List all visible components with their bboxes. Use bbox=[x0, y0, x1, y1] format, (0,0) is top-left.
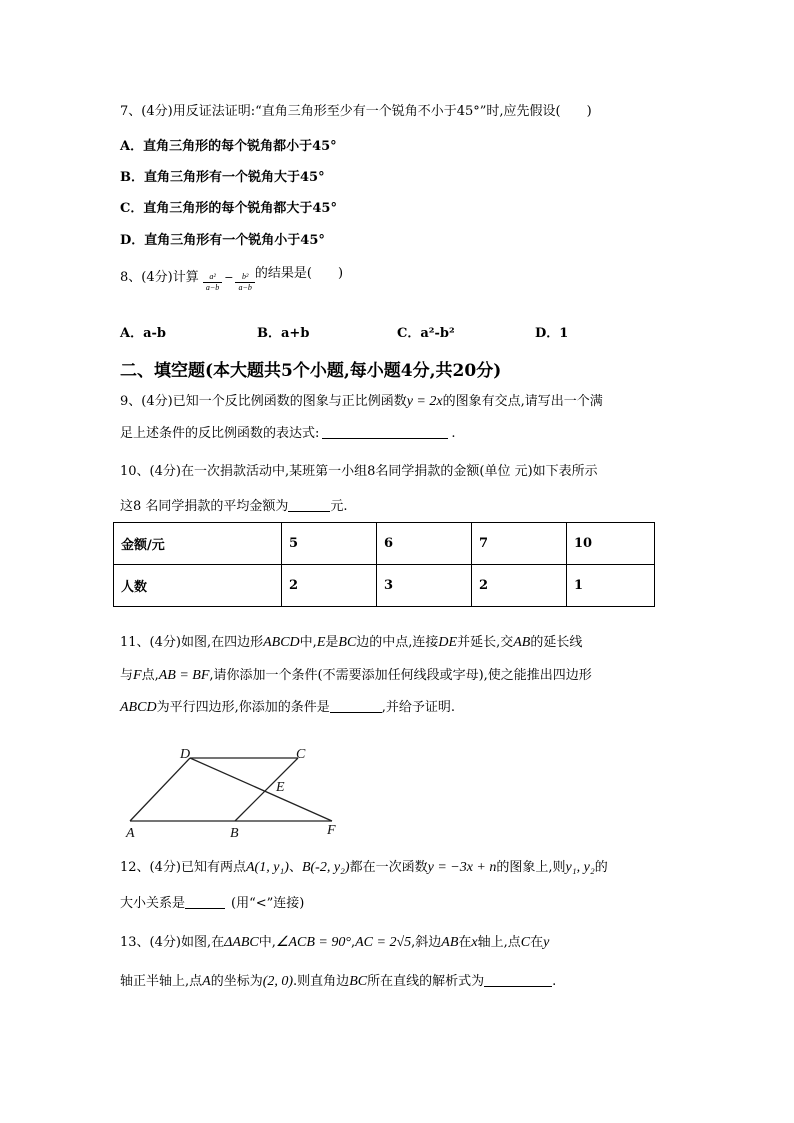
q13-text: 所在直线的解析式为 bbox=[367, 974, 485, 989]
q10-score: (4分) bbox=[149, 464, 181, 479]
q13-math: y bbox=[543, 935, 550, 950]
q7-score: (4分) bbox=[141, 104, 173, 119]
q12-math: B(-2, y₂) bbox=[301, 860, 350, 875]
q11-text: 中, bbox=[299, 635, 317, 650]
option-label: A． bbox=[120, 139, 144, 154]
donation-table bbox=[113, 522, 655, 607]
q11-answer-blank[interactable] bbox=[330, 700, 382, 713]
table-cell: 5 bbox=[282, 523, 377, 565]
q10-text: 元. bbox=[330, 499, 348, 514]
table-cell: 人数 bbox=[114, 565, 282, 607]
q10-line-2 bbox=[120, 498, 348, 516]
segment-df bbox=[190, 758, 332, 821]
q7-option-d bbox=[120, 229, 325, 248]
q13-math: C bbox=[520, 935, 531, 950]
q13-math: (2, 0) bbox=[262, 974, 294, 989]
q11-text: 如图,在四边形 bbox=[180, 635, 264, 650]
option-label: D． bbox=[120, 233, 145, 248]
q11-text: 为平行四边形,你添加的条件是 bbox=[156, 700, 330, 715]
q9-number: 9、 bbox=[120, 394, 142, 409]
table-row bbox=[114, 565, 655, 607]
q13-math: ΔABC bbox=[224, 935, 259, 950]
q11-math: DE bbox=[438, 635, 458, 650]
q7-stem bbox=[120, 103, 592, 121]
q13-math: A bbox=[202, 974, 211, 989]
q13-text: 在 bbox=[458, 935, 472, 950]
figure-label-c: C bbox=[296, 747, 306, 762]
q11-line-2 bbox=[120, 667, 592, 685]
q7-option-a bbox=[120, 135, 337, 154]
figure-label-b: B bbox=[230, 826, 239, 841]
q12-text: 的图象上,则 bbox=[496, 860, 566, 875]
option-label: D． bbox=[535, 326, 560, 341]
q11-math: E bbox=[316, 635, 326, 650]
q8-stem bbox=[120, 262, 343, 293]
q9-line-1 bbox=[120, 393, 603, 411]
q13-number: 13、 bbox=[120, 935, 150, 950]
q12-score: (4分) bbox=[149, 860, 181, 875]
q13-text: 的坐标为 bbox=[210, 974, 263, 989]
q7-number: 7、 bbox=[120, 104, 142, 119]
option-text: 直角三角形有一个锐角大于45° bbox=[144, 170, 325, 185]
q9-formula: y = 2x bbox=[406, 394, 443, 409]
q8-option-c bbox=[397, 322, 455, 341]
q11-figure bbox=[116, 741, 356, 841]
table-cell: 3 bbox=[377, 565, 472, 607]
option-text: 直角三角形的每个锐角都小于45° bbox=[143, 139, 337, 154]
q9-text: 的图象有交点,请写出一个满 bbox=[442, 394, 603, 409]
option-label: C． bbox=[397, 326, 421, 341]
q11-math: ABCD bbox=[120, 700, 157, 715]
q10-text: 在一次捐款活动中,某班第一小组8名同学捐款的金额(单位 元)如下表所示 bbox=[180, 464, 598, 479]
q13-score: (4分) bbox=[149, 935, 181, 950]
figure-label-d: D bbox=[180, 747, 191, 762]
q13-text: 中, bbox=[258, 935, 276, 950]
q13-text: , bbox=[350, 935, 356, 950]
table-cell: 6 bbox=[377, 523, 472, 565]
q12-math: A(1, y₁) bbox=[245, 860, 289, 875]
q11-text: 与 bbox=[120, 668, 134, 683]
q12-line-1 bbox=[120, 859, 608, 877]
q10-text: 这8 名同学捐款的平均金额为 bbox=[120, 499, 289, 514]
q11-text: 并延长,交 bbox=[457, 635, 514, 650]
q11-line-3 bbox=[120, 699, 455, 717]
fraction-numerator: a² bbox=[203, 272, 222, 283]
q8-number: 8、 bbox=[120, 270, 142, 285]
q12-text: 的 bbox=[594, 860, 608, 875]
option-text: a+b bbox=[281, 326, 310, 341]
q8-stem-after: 的结果是( ) bbox=[254, 266, 344, 281]
q8-option-b bbox=[257, 322, 309, 341]
segment-da bbox=[130, 758, 190, 821]
q7-option-c bbox=[120, 197, 337, 216]
option-label: A． bbox=[120, 326, 144, 341]
q13-answer-blank[interactable] bbox=[484, 974, 552, 987]
q13-text: ,斜边 bbox=[411, 935, 442, 950]
q12-text: 都在一次函数 bbox=[349, 860, 428, 875]
fraction-denominator: a−b bbox=[238, 283, 252, 292]
q11-number: 11、 bbox=[120, 635, 150, 650]
q13-text: 轴正半轴上,点 bbox=[120, 974, 203, 989]
q9-text: 已知一个反比例函数的图象与正比例函数 bbox=[172, 394, 407, 409]
q11-score: (4分) bbox=[149, 635, 181, 650]
q11-math: AB = BF bbox=[158, 668, 210, 683]
q8-score: (4分) bbox=[141, 270, 173, 285]
q7-stem-text: 用反证法证明:“直角三角形至少有一个锐角不小于45°”时,应先假设( ) bbox=[172, 104, 592, 119]
q9-text: 足上述条件的反比例函数的表达式: bbox=[120, 426, 320, 441]
figure-label-e: E bbox=[276, 780, 285, 795]
q12-answer-blank[interactable] bbox=[185, 896, 225, 909]
option-label: B． bbox=[257, 326, 281, 341]
option-label: B． bbox=[120, 170, 144, 185]
q10-answer-blank[interactable] bbox=[288, 499, 330, 512]
q13-text: 在 bbox=[530, 935, 544, 950]
table-cell: 金额/元 bbox=[114, 523, 282, 565]
q12-text: (用“<”连接) bbox=[231, 896, 305, 911]
q13-text: 如图,在 bbox=[180, 935, 225, 950]
q8-minus: − bbox=[224, 271, 234, 284]
q11-text: ,并给予证明. bbox=[381, 700, 455, 715]
q9-score: (4分) bbox=[141, 394, 173, 409]
q11-math: F bbox=[133, 668, 142, 683]
q11-math: BC bbox=[338, 635, 357, 650]
figure-lines bbox=[130, 758, 332, 821]
q12-line-2 bbox=[120, 895, 304, 913]
table-cell: 2 bbox=[472, 565, 567, 607]
q9-line-2 bbox=[120, 425, 456, 443]
q11-text: 点, bbox=[141, 668, 159, 683]
q12-number: 12、 bbox=[120, 860, 150, 875]
q11-math: ABCD bbox=[263, 635, 300, 650]
q13-line-1 bbox=[120, 934, 549, 952]
figure-label-a: A bbox=[126, 826, 135, 841]
q9-end: . bbox=[451, 426, 456, 441]
q13-math: AB bbox=[441, 935, 459, 950]
q7-option-b bbox=[120, 166, 325, 185]
q11-text: 的延长线 bbox=[530, 635, 583, 650]
section-2-heading: 二、填空题(本大题共5个小题,每小题4分,共20分) bbox=[120, 361, 502, 381]
table-cell: 10 bbox=[567, 523, 655, 565]
fraction-numerator: b² bbox=[235, 272, 254, 283]
option-label: C． bbox=[120, 201, 144, 216]
q11-text: 是 bbox=[325, 635, 339, 650]
q13-text: .则直角边 bbox=[293, 974, 350, 989]
q8-stem-before: 计算 bbox=[172, 270, 199, 285]
q11-text: 边的中点,连接 bbox=[356, 635, 439, 650]
figure-label-f: F bbox=[327, 823, 336, 838]
option-text: 直角三角形的每个锐角都大于45° bbox=[143, 201, 337, 216]
option-text: a-b bbox=[143, 326, 167, 341]
q10-number: 10、 bbox=[120, 464, 150, 479]
q11-math: AB bbox=[513, 635, 531, 650]
table-cell: 2 bbox=[282, 565, 377, 607]
q12-text: 大小关系是 bbox=[120, 896, 186, 911]
q10-line-1 bbox=[120, 463, 598, 481]
q12-math: y = −3x + n bbox=[427, 860, 497, 875]
q13-line-2 bbox=[120, 973, 556, 991]
option-text: 直角三角形有一个锐角小于45° bbox=[144, 233, 325, 248]
table-cell: 1 bbox=[567, 565, 655, 607]
q11-line-1 bbox=[120, 634, 582, 652]
q12-text: 、 bbox=[288, 860, 302, 875]
q8-fraction-2 bbox=[235, 272, 254, 293]
segment-cb bbox=[235, 758, 298, 821]
fraction-denominator: a−b bbox=[205, 283, 220, 292]
table-row bbox=[114, 523, 655, 565]
table-cell: 7 bbox=[472, 523, 567, 565]
q9-answer-blank[interactable] bbox=[322, 426, 448, 439]
q13-text: 轴上,点 bbox=[477, 935, 521, 950]
q12-math: y₁, y₂ bbox=[565, 860, 595, 875]
q8-option-a bbox=[120, 322, 166, 341]
q13-math: AC = 2√5 bbox=[355, 935, 412, 950]
q8-option-d bbox=[535, 322, 568, 341]
option-text: 1 bbox=[559, 326, 569, 341]
q8-fraction-1 bbox=[203, 272, 222, 293]
option-text: a²-b² bbox=[420, 326, 455, 341]
q13-end: . bbox=[552, 974, 557, 989]
q11-text: ,请你添加一个条件(不需要添加任何线段或字母),使之能推出四边形 bbox=[209, 668, 592, 683]
q12-text: 已知有两点 bbox=[180, 860, 246, 875]
q13-math: ∠ACB = 90° bbox=[275, 935, 351, 950]
q13-math: x bbox=[471, 935, 478, 950]
q13-math: BC bbox=[349, 974, 368, 989]
